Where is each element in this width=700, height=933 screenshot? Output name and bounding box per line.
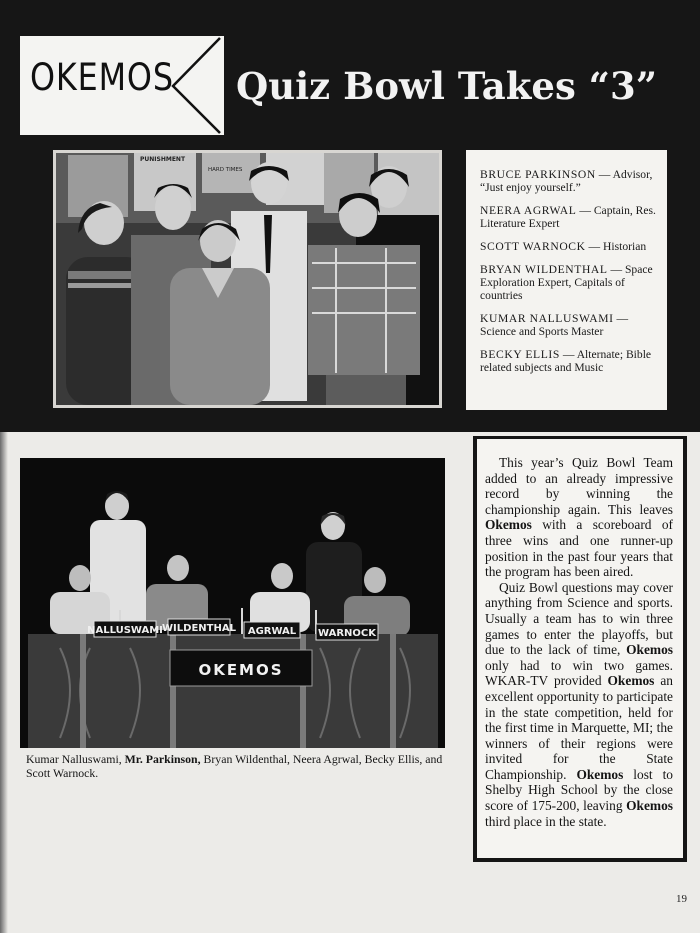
roster-role: Captain, Res. Literature Expert (480, 204, 656, 230)
roster-entry: KUMAR NALLUSWAMI — Science and Sports Master (480, 312, 629, 338)
binding-shadow (0, 432, 8, 933)
roster-role: Science and Sports Master (480, 325, 604, 338)
roster-role: Alternate; Bible related subjects and Music (480, 348, 652, 374)
sign-punishment: PUNISHMENT (140, 156, 186, 163)
photo-caption: Kumar Nalluswami, Mr. Parkinson, Bryan Wildenthal, Neera Agrwal, Becky Ellis, and Scott Warnock. (26, 752, 443, 780)
nameplate-wildenthal: WILDENTHAL (162, 623, 236, 634)
nameplate-agrwal: AGRWAL (247, 626, 297, 637)
roster-name: KUMAR NALLUSWAMI (480, 312, 614, 325)
roster-name: BRYAN WILDENTHAL (480, 263, 608, 276)
okemos-logo-tag (20, 36, 224, 135)
roster-name: BECKY ELLIS (480, 348, 560, 361)
page-title: Quiz Bowl Takes “3” (236, 64, 657, 108)
roster-role: Historian (603, 240, 647, 253)
sign-hard-times: HARD TIMES (208, 167, 243, 173)
nameplate-nalluswami: NALLUSWAMI (87, 625, 163, 636)
roster-entry: BRYAN WILDENTHAL — Space Exploration Expert, Capitals of countries (480, 263, 653, 302)
roster-role: Space Exploration Expert, Capitals of countries (480, 263, 653, 302)
roster-name: SCOTT WARNOCK (480, 240, 586, 253)
roster-entry: NEERA AGRWAL — Captain, Res. Literature Expert (480, 204, 656, 230)
desk-label: OKEMOS (198, 661, 284, 679)
nameplate-warnock: WARNOCK (318, 628, 376, 639)
roster-entry: SCOTT WARNOCK — Historian (480, 240, 647, 253)
roster-name: BRUCE PARKINSON (480, 168, 596, 181)
roster-entry: BRUCE PARKINSON — Advisor, “Just enjoy yourself.” (480, 168, 653, 194)
roster-box (466, 150, 667, 410)
article-paragraph-1: This year’s Quiz Bowl Team added to an already impressive record by winning the championship again. This leaves Okemos with a scoreboard of three wins and one runner-up position in the past four years that the program has been aired. (485, 455, 673, 580)
article-paragraph-2: Quiz Bowl questions may cover anything from Science and sports. Usually a team has to win three games to enter the playoffs, but due to the lack of time, Okemos only had to win two games. WKAR-TV provided Okemos an excellent opportunity to participate in the state competition, held for the first time in Marquette, MI; the winners of their regions were invited for the State Championship. Okemos lost to Shelby High School by the close score of 175-200, leaving Okemos third place in the state. (485, 579, 673, 829)
page-number: 19 (676, 893, 687, 905)
roster-entry: BECKY ELLIS — Alternate; Bible related subjects and Music (480, 348, 652, 374)
team-photo (53, 150, 442, 408)
logo-text: OKEMOS (30, 56, 174, 99)
article-box (473, 436, 687, 862)
roster-name: NEERA AGRWAL (480, 204, 577, 217)
roster-role: Advisor, “Just enjoy yourself.” (480, 168, 653, 194)
studio-photo (20, 458, 445, 748)
